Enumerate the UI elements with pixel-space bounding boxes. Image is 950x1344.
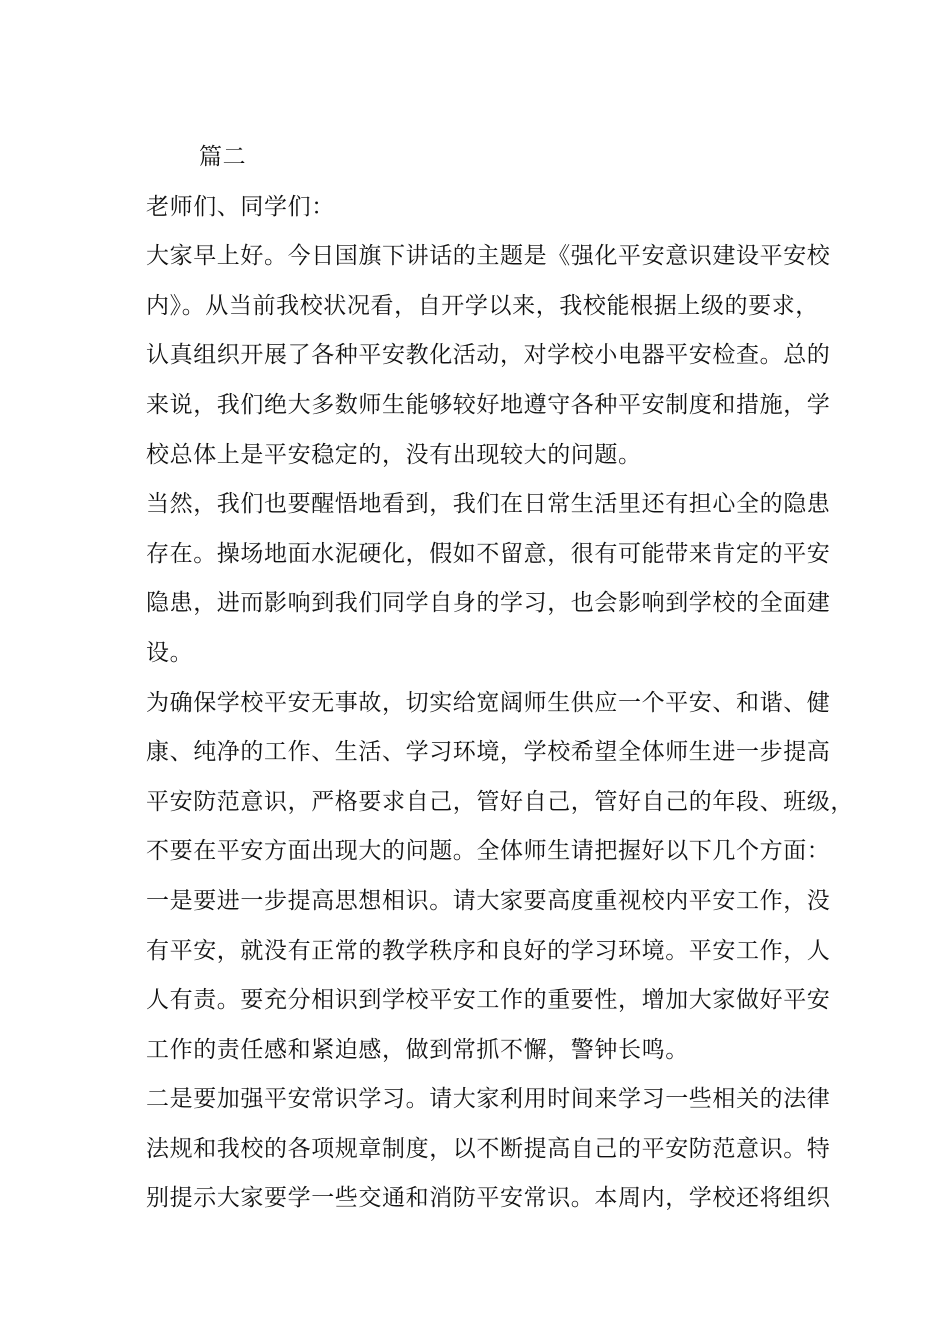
text-line: 人有责。要充分相识到学校平安工作的重要性，增加大家做好平安: [146, 987, 831, 1014]
text-line: 别提示大家要学一些交通和消防平安常识。本周内，学校还将组织: [146, 1185, 831, 1212]
text-line: 设。: [146, 639, 194, 666]
text-line: 老师们、同学们：: [146, 193, 335, 220]
text-line: 有平安，就没有正常的教学秩序和良好的学习环境。平安工作，人: [146, 937, 831, 964]
section-heading: 篇二: [199, 144, 247, 170]
text-line: 二是要加强平安常识学习。请大家利用时间来学习一些相关的法律: [146, 1086, 831, 1113]
text-line: 康、纯净的工作、生活、学习环境，学校希望全体师生进一步提高: [146, 739, 831, 766]
text-line: 不要在平安方面出现大的问题。全体师生请把握好以下几个方面：: [146, 838, 831, 865]
text-line: 当然，我们也要醒悟地看到，我们在日常生活里还有担心全的隐患: [146, 491, 831, 518]
text-line: 一是要进一步提高思想相识。请大家要高度重视校内平安工作，没: [146, 887, 831, 914]
text-line: 存在。操场地面水泥硬化，假如不留意，很有可能带来肯定的平安: [146, 540, 831, 567]
text-line: 隐患，进而影响到我们同学自身的学习，也会影响到学校的全面建: [146, 590, 831, 617]
document-page: [146, 133, 854, 1224]
text-line: 大家早上好。今日国旗下讲话的主题是《强化平安意识建设平安校: [146, 243, 831, 270]
text-line: 平安防范意识，严格要求自己，管好自己，管好自己的年段、班级，: [146, 788, 854, 815]
text-line: 认真组织开展了各种平安教化活动，对学校小电器平安检查。总的: [146, 342, 831, 369]
text-line: 为确保学校平安无事故，切实给宽阔师生供应一个平安、和谐、健: [146, 689, 831, 716]
text-line: 来说，我们绝大多数师生能够较好地遵守各种平安制度和措施，学: [146, 391, 831, 418]
text-line: 工作的责任感和紧迫感，做到常抓不懈，警钟长鸣。: [146, 1036, 689, 1063]
text-line: 内》。从当前我校状况看，自开学以来，我校能根据上级的要求，: [146, 292, 819, 319]
text-line: 校总体上是平安稳定的，没有出现较大的问题。: [146, 441, 642, 468]
text-line: 法规和我校的各项规章制度，以不断提高自己的平安防范意识。特: [146, 1135, 831, 1162]
